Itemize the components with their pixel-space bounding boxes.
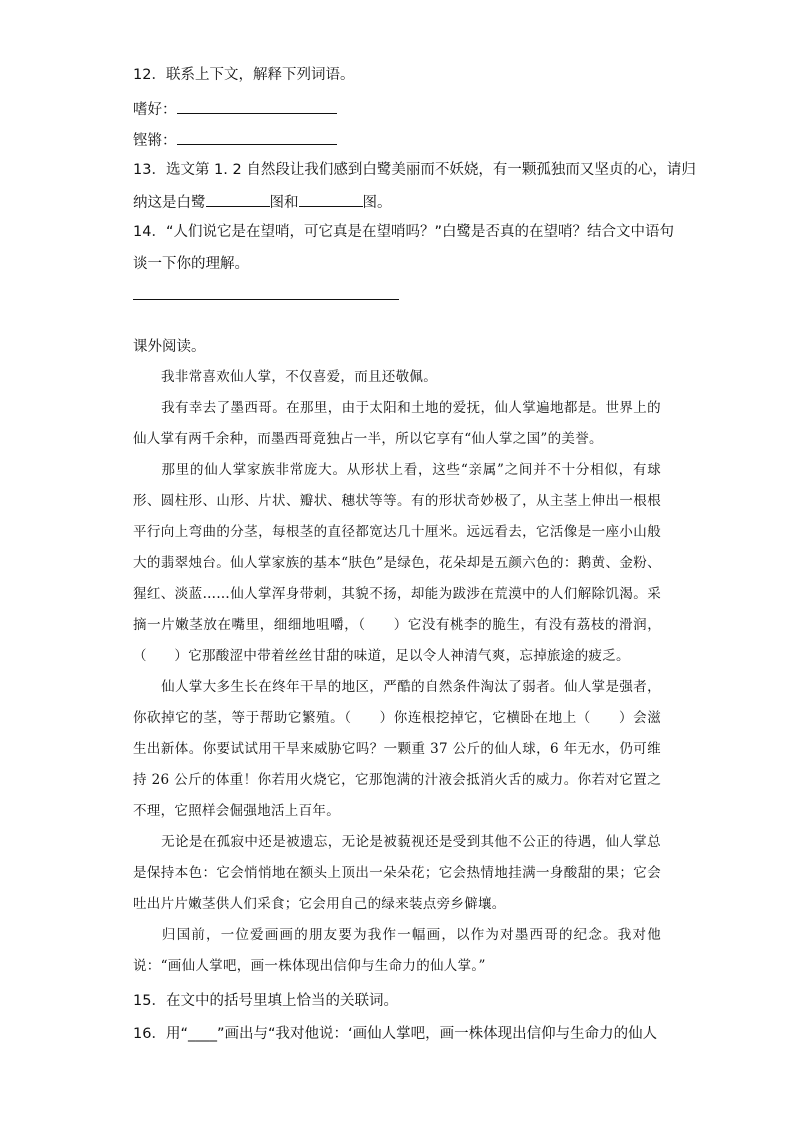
question-13-text-a: 纳这是白鹭 xyxy=(133,195,206,211)
question-12-item-1 xyxy=(133,97,337,120)
reading-section-title: 课外阅读。 xyxy=(133,339,206,355)
term-label: 嗜好： xyxy=(133,102,177,118)
question-12-prompt: 12．联系上下文，解释下列词语。 xyxy=(133,67,355,83)
passage-paragraph-4: 仙人掌大多生长在终年干旱的地区，严酷的自然条件淘汰了弱者。仙人掌是强者，你砍掉它的茎，等于帮助它繁殖。（ ）你连根挖掉它，它横卧在地上（ ）会滋生出新体。你要试试用干旱来威胁它吗？一颗重 37 公斤的仙人球，6 年无水，仍可维持 26 公斤的体重！你若用火烧它，它那饱满的汁液会抵消火舌的威力。你若对它置之不理，它照样会倔强地活上百年。 xyxy=(133,679,661,819)
question-13-line-2 xyxy=(133,190,392,213)
passage-paragraph-5: 无论是在孤寂中还是被遗忘，无论是被藐视还是受到其他不公正的待遇，仙人掌总是保持本色：它会悄悄地在额头上顶出一朵朵花；它会热情地挂满一身酸甜的果；它会吐出片片嫩茎供人们采食；它会用自己的绿来装点旁乡僻壤。 xyxy=(133,834,661,912)
passage-paragraph-1: 我非常喜欢仙人掌，不仅喜爱，而且还敬佩。 xyxy=(161,369,437,385)
answer-blank[interactable] xyxy=(299,190,363,207)
question-13-text-b: 图和 xyxy=(269,195,299,211)
question-15: 15．在文中的括号里填上恰当的关联词。 xyxy=(133,993,398,1009)
answer-blank[interactable] xyxy=(177,97,337,114)
question-13-text-c: 图。 xyxy=(362,195,392,211)
answer-blank[interactable] xyxy=(206,190,270,207)
answer-blank[interactable] xyxy=(177,128,337,145)
question-14-line-2: 谈一下你的理解。 xyxy=(133,256,249,272)
answer-line[interactable] xyxy=(133,299,399,300)
question-13-line-1: 13．选文第 1. 2 自然段让我们感到白鹭美丽而不妖娆，有一颗孤独而又坚贞的心，请归 xyxy=(133,162,696,178)
term-label: 铿锵： xyxy=(133,133,177,149)
passage-paragraph-2: 我有幸去了墨西哥。在那里，由于太阳和土地的爱抚，仙人掌遍地都是。世界上的仙人掌有两千余种，而墨西哥竟独占一半，所以它享有“仙人掌之国”的美誉。 xyxy=(133,400,661,447)
question-14-line-1: 14．“人们说它是在望哨，可它真是在望哨吗？”白鹭是否真的在望哨？结合文中语句 xyxy=(133,224,674,240)
passage-paragraph-3: 那里的仙人掌家族非常庞大。从形状上看，这些“亲属”之间并不十分相似，有球形、圆柱形、山形、片状、瓣状、穗状等等。有的形状奇妙极了，从主茎上伸出一根根平行向上弯曲的分茎，每根茎的直径都宽达几十厘米。远远看去，它活像是一座小山般大的翡翠烛台。仙人掌家族的基本“肤色”是绿色，花朵却是五颜六色的：鹅黄、金粉、猩红、淡蓝……仙人掌浑身带刺，其貌不扬，却能为跋涉在荒漠中的人们解除饥渴。采摘一片嫩茎放在嘴里，细细地咀嚼，（ ）它没有桃李的脆生，有没有荔枝的滑润，（ ）它那酸涩中带着丝丝甘甜的味道，足以令人神清气爽，忘掉旅途的疲乏。 xyxy=(133,462,661,664)
question-16: 16．用“____”画出与“我对他说：‘画仙人掌吧，画一株体现出信仰与生命力的仙人 xyxy=(133,1026,658,1042)
question-12-item-2 xyxy=(133,128,337,151)
passage-paragraph-6: 归国前，一位爱画画的朋友要为我作一幅画，以作为对墨西哥的纪念。我对他说：“画仙人掌吧，画一株体现出信仰与生命力的仙人掌。” xyxy=(133,927,661,974)
